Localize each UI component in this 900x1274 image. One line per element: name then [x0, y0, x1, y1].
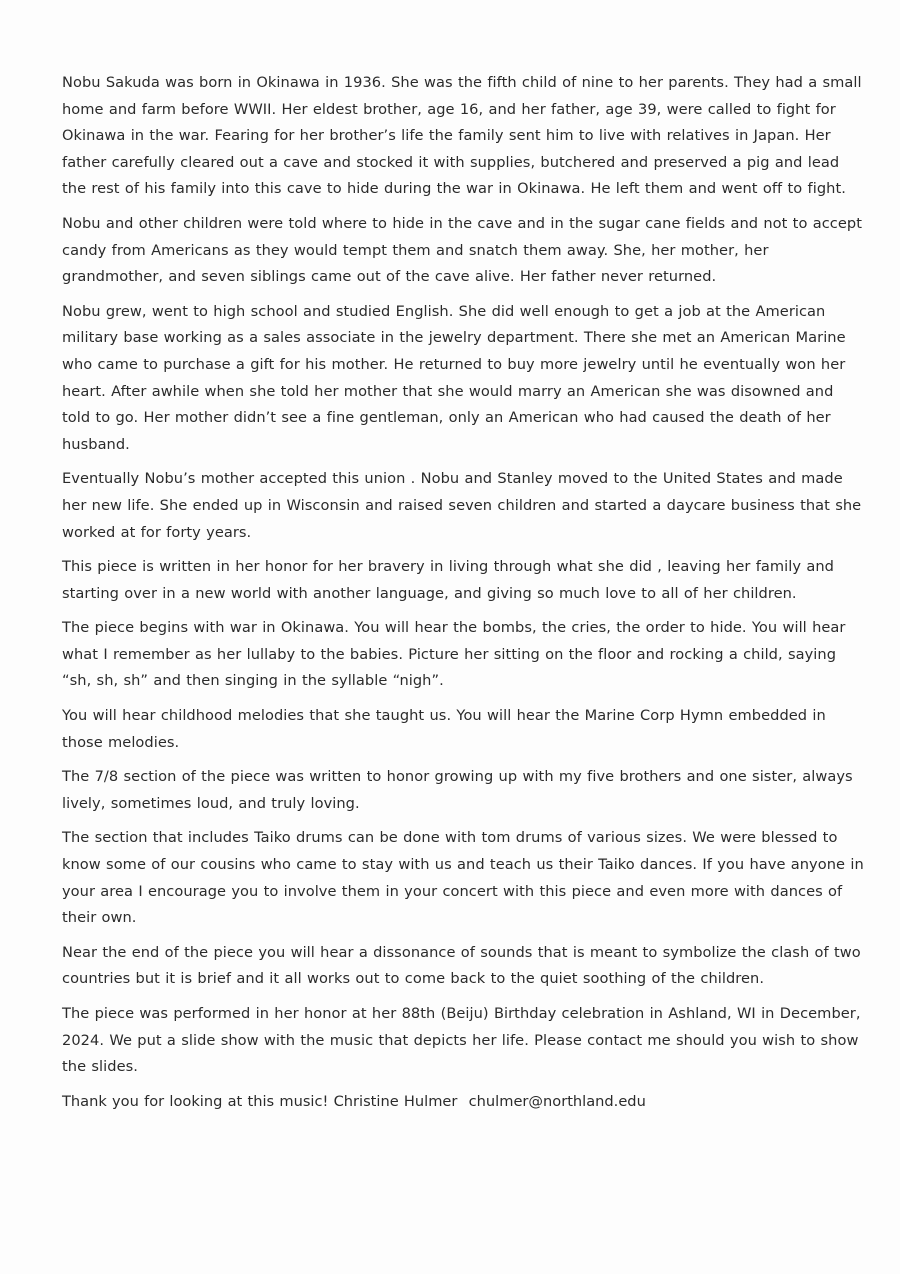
paragraph-birth-and-war: Nobu Sakuda was born in Okinawa in 1936. She was the fifth child of nine to her parents. They had a small home and farm before WWII. Her eldest brother, age 16, and her father, age 39, were called to fight for Okinawa in the war. Fearing for her brother’s life the family sent him to live with relatives in Japan. Her father carefully cleared out a cave and stocked it with supplies, butchered and preserved a pig and lead the rest of his family into this cave to hide during the war in Okinawa. He left them and went off to fight.: [62, 74, 862, 198]
signoff: [62, 1089, 864, 1116]
paragraph-performance: The piece was performed in her honor at her 88th (Beiju) Birthday celebration in Ashland, WI in December, 2024. We put a slide show with the music that depicts her life. Please contact me should you wish to show the slides.: [62, 1005, 861, 1076]
paragraph-dedication: This piece is written in her honor for her bravery in living through what she did , leaving her family and starting over in a new world with another language, and giving so much love to all of her children.: [62, 558, 834, 602]
paragraph-taiko-section: The section that includes Taiko drums can be done with tom drums of various sizes. We were blessed to know some of our cousins who came to stay with us and teach us their Taiko dances. If you have anyone in your area I encourage you to involve them in your concert with this piece and even more with dances of their own.: [62, 829, 864, 927]
paragraph-meeting-marine: Nobu grew, went to high school and studied English. She did well enough to get a job at the American military base working as a sales associate in the jewelry department. There she met an American Marine who came to purchase a gift for his mother. He returned to buy more jewelry until he eventually won her heart. After awhile when she told her mother that she would marry an American she was disowned and told to go. Her mother didn’t see a fine gentleman, only an American who had caused the death of her husband.: [62, 302, 846, 453]
paragraph-seven-eight-section: The 7/8 section of the piece was written to honor growing up with my five brothers and one sister, always lively, sometimes loud, and truly loving.: [62, 768, 853, 812]
paragraph-piece-opening: The piece begins with war in Okinawa. You will hear the bombs, the cries, the order to hide. You will hear what I remember as her lullaby to the babies. Picture her sitting on the floor and rocking a child, saying “sh, sh, sh” and then singing in the syllable “nigh”.: [62, 619, 846, 690]
paragraph-childhood-melodies: You will hear childhood melodies that she taught us. You will hear the Marine Corp Hymn embedded in those melodies.: [62, 707, 826, 751]
signoff-text: Thank you for looking at this music! Christine Hulmer: [62, 1092, 458, 1110]
contact-email[interactable]: chulmer@northland.edu: [468, 1092, 646, 1110]
paragraph-cave-survival: Nobu and other children were told where to hide in the cave and in the sugar cane fields and not to accept candy from Americans as they would tempt them and snatch them away. She, her mother, her grandmother, and seven siblings came out of the cave alive. Her father never returned.: [62, 214, 862, 286]
paragraph-dissonance: Near the end of the piece you will hear a dissonance of sounds that is meant to symbolize the clash of two countries but it is brief and it all works out to come back to the quiet soothing of the children.: [62, 943, 861, 988]
paragraph-new-life: Eventually Nobu’s mother accepted this union . Nobu and Stanley moved to the United States and made her new life. She ended up in Wisconsin and raised seven children and started a daycare business that she worked at for forty years.: [62, 470, 862, 541]
